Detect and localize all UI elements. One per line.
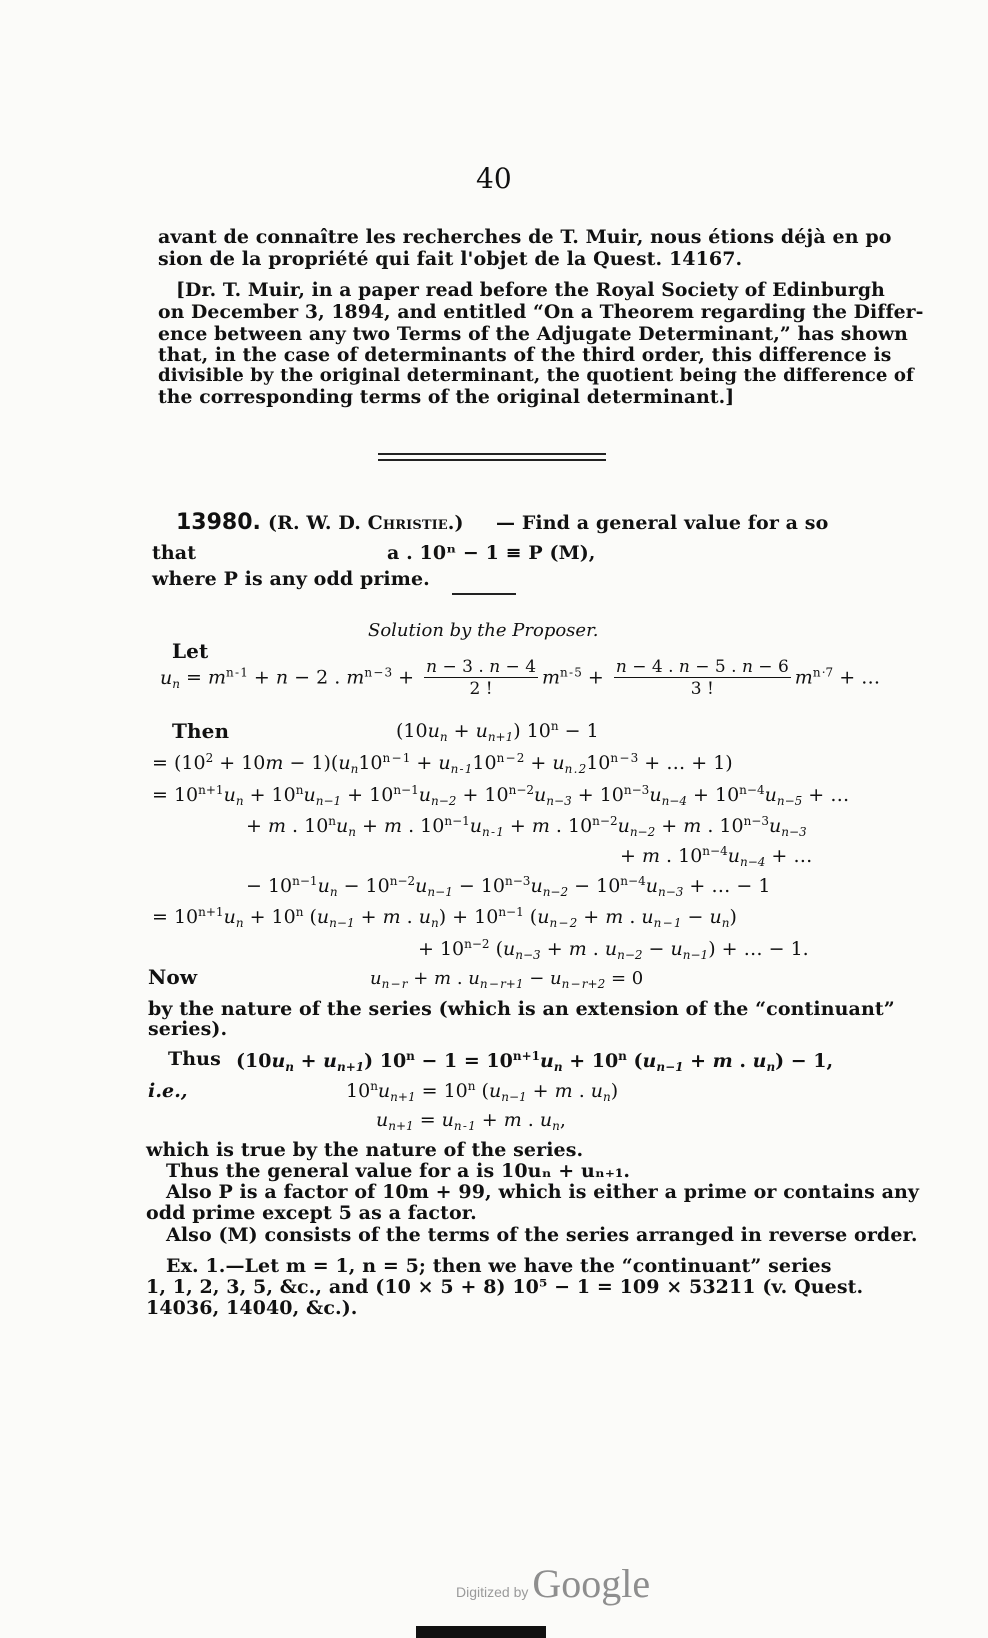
prose-alsoM: Also (M) consists of the terms of the series arranged in reverse order.	[166, 1224, 918, 1246]
label-let: Let	[172, 639, 209, 663]
prose-true-by: which is true by the nature of the series.	[146, 1139, 584, 1161]
equation-step-5: − $10^{n-1}u_n - 10^{n-2}u_{n-1} - 10^{n-3}u_{n-2} - 10^{n-4}u_{n-3}$ + … − 1	[246, 874, 771, 899]
question-where: where P is any odd prime.	[152, 568, 430, 590]
prose-alsoP-2: odd prime except 5 as a factor.	[146, 1202, 477, 1224]
equation-step-3: + m . $10^nu_n + m$ . $10^{n-1}u_{n - 1} + m$ . $10^{n-2}u_{n-2} + m$ . $10^{n-3}u_{n-3}$	[246, 814, 807, 839]
prose-nature-2: series).	[148, 1018, 228, 1040]
equation-step-2: = $10^{n+1}u_n + 10^nu_{n-1} + 10^{n-1}u_{n-2} + 10^{n-2}u_{n-3} + 10^{n-3}u_{n-4} + 10^{n-4}u_{n-5}$ + …	[152, 783, 850, 808]
prose-example-3: 14036, 14040, &c.).	[146, 1297, 358, 1319]
note-line-1: [Dr. T. Muir, in a paper read before the Royal Society of Edinburgh	[176, 279, 885, 301]
equation-step-4: + m . $10^{n-4}u_{n-4}$ + …	[620, 844, 813, 869]
note-line-6: the corresponding terms of the original determinant.]	[158, 386, 735, 408]
note-line-4: that, in the case of determinants of the third order, this difference is	[158, 344, 892, 366]
equation-now: $u_{n - r} + m$ . $u_{n - r+1} - u_{n - r+2} = 0$	[370, 968, 644, 991]
section-divider-bottom	[378, 459, 606, 461]
question-equation: a . 10ⁿ − 1 ≡ P (M),	[387, 542, 596, 564]
question-that: that	[152, 542, 197, 564]
label-now: Now	[148, 965, 198, 989]
equation-ie-1: $10^nu_{n+1} = 10^n$ ($u_{n-1} + m$ . $u_n$)	[346, 1079, 619, 1104]
equation-step-1: = $(10^2 + 10m - 1)(u_n10^{n - 1} + u_{n - 1}10^{n - 2} + u_{n . 2}10^{n - 3}$ + … + 1)	[152, 751, 733, 776]
question-number: 13980.	[176, 510, 261, 535]
note-line-3: ence between any two Terms of the Adjugate Determinant,” has shown	[158, 323, 908, 345]
equation-thus: $(10u_n + u_{n+1}) 10^n - 1 = 10^{n+1}u_n + 10^n$ ($u_{n-1} + m$ . $u_n) - 1$,	[236, 1049, 834, 1074]
bottom-black-bar	[416, 1626, 546, 1638]
watermark-digitized-by: Digitized by	[456, 1584, 529, 1600]
label-thus: Thus	[168, 1048, 221, 1070]
equation-un-definition: $u_n = m^{n - 1} + n - 2$ . $m^{n - 3}$ + $\frac{n - 3 . n - 4}{2 !}$ $m^{n - 5}$ + $\frac{n - 4 . n - 5 . n - 6}{3 !}$ $m^{n \cdot 7}$ + …	[160, 657, 881, 699]
prose-example-2: 1, 1, 2, 3, 5, &c., and (10 × 5 + 8) 10⁵ − 1 = 109 × 53211 (v. Quest.	[146, 1276, 864, 1298]
equation-step-7: + $10^{n-2}$ ($u_{n-3} + m$ . $u_{n-2} - u_{n-1}$) + … − 1.	[418, 937, 809, 962]
intro-line-2: sion de la propriété qui fait l'objet de la Quest. 14167.	[158, 248, 743, 270]
google-watermark	[456, 1560, 650, 1607]
question-author: (R. W. D. Christie.)	[268, 512, 464, 534]
prose-alsoP-1: Also P is a factor of 10m + 99, which is either a prime or contains any	[166, 1181, 920, 1203]
intro-line-1: avant de connaître les recherches de T. Muir, nous étions déjà en po	[158, 226, 892, 248]
label-ie: i.e.,	[148, 1080, 188, 1102]
prose-example-1: Ex. 1.—Let m = 1, n = 5; then we have the “continuant” series	[166, 1255, 832, 1277]
prose-nature-1: by the nature of the series (which is an extension of the “continuant”	[148, 998, 895, 1020]
equation-step-6: = $10^{n+1}u_n + 10^n$ ($u_{n-1} + m$ . $u_n) + 10^{n-1}$ ($u_{n - 2} + m$ . $u_{n - 1} - u_n$)	[152, 905, 737, 930]
solution-heading: Solution by the Proposer.	[368, 620, 599, 641]
section-divider-top	[378, 453, 606, 455]
label-then: Then	[172, 719, 230, 743]
question-text: — Find a general value for a so	[496, 512, 829, 534]
prose-general: Thus the general value for a is 10uₙ + uₙ₊₁.	[166, 1160, 631, 1182]
page-number: 40	[476, 162, 512, 195]
equation-then-head: $(10u_n + u_{n+1}) 10^n - 1$	[396, 719, 599, 744]
note-line-5: divisible by the original determinant, the quotient being the difference of	[158, 365, 914, 386]
google-logo: Google	[532, 1561, 651, 1606]
question-short-rule	[452, 593, 516, 595]
equation-ie-2: $u_{n+1} = u_{n - 1} + m$ . $u_n$,	[376, 1109, 566, 1133]
note-line-2: on December 3, 1894, and entitled “On a Theorem regarding the Differ-	[158, 301, 924, 323]
